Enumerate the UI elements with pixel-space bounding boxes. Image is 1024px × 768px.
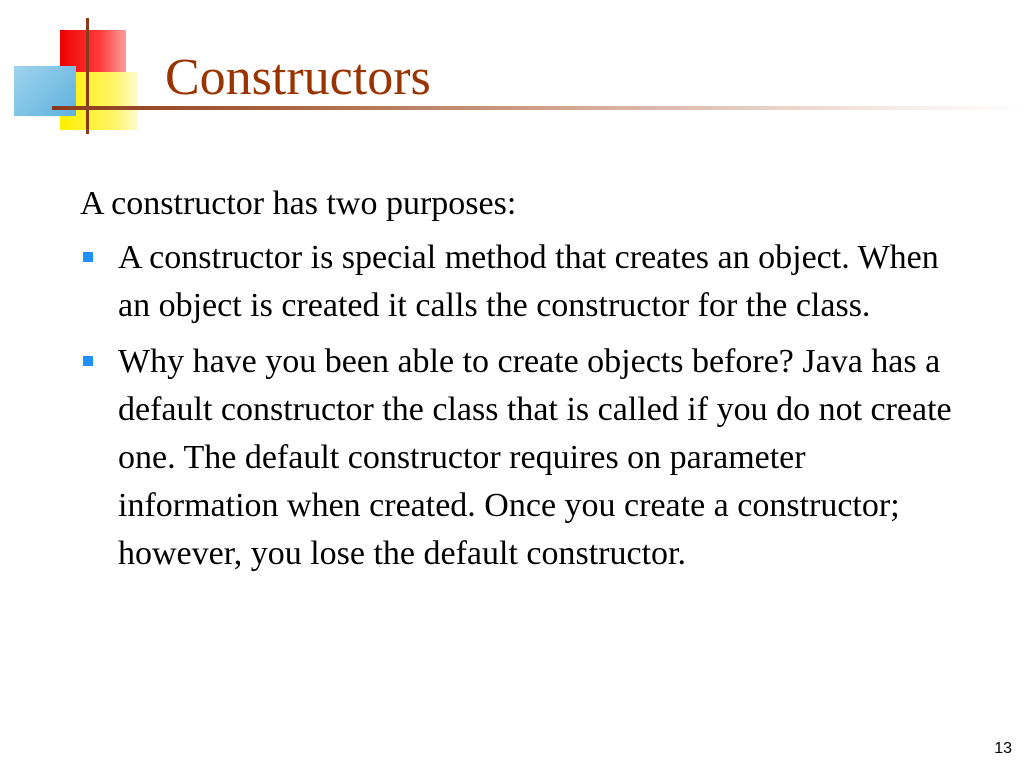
- logo-vertical-line: [86, 18, 89, 134]
- title-underline: [52, 106, 1024, 110]
- page-number: 13: [994, 740, 1012, 757]
- intro-text: A constructor has two purposes:: [80, 185, 517, 222]
- slide-logo-graphic: [0, 0, 160, 140]
- square-bullet-icon: [83, 356, 93, 366]
- slide-title: Constructors: [165, 49, 431, 106]
- bullet-text: Why have you been able to create objects before? Java has a default constructor the class that is called if you do not create one. The default constructor requires on parameter information when created. Once you create a constructor; however, you lose the default constructor.: [118, 343, 952, 572]
- slide-body: [80, 180, 960, 586]
- bullet-text: A constructor is special method that creates an object. When an object is created it calls the constructor for the class.: [118, 239, 939, 324]
- bullet-item: [80, 234, 960, 330]
- bullet-item: [80, 338, 960, 578]
- bullet-list: [80, 234, 960, 578]
- square-bullet-icon: [83, 252, 93, 262]
